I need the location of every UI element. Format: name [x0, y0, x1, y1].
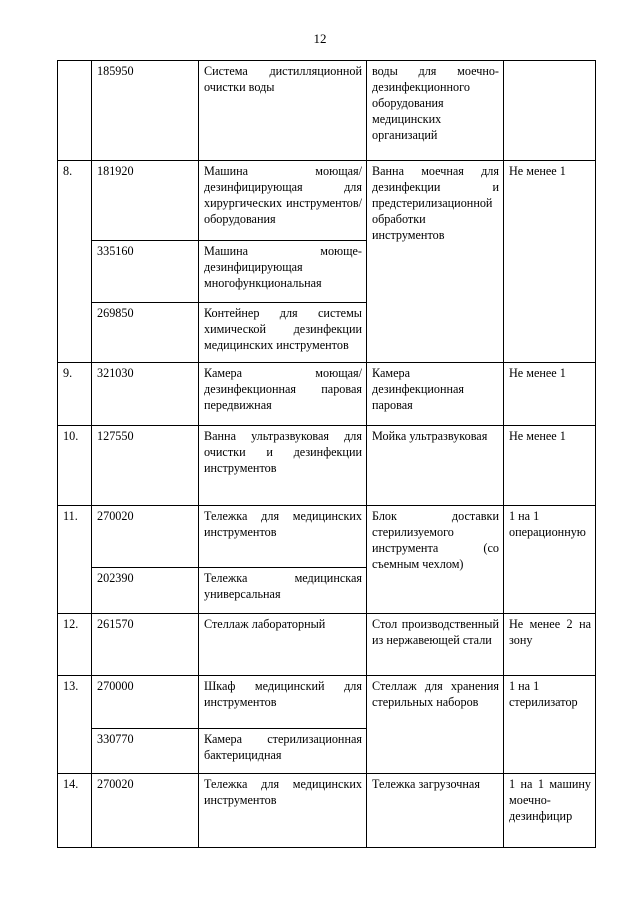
row-number: 12. — [58, 614, 92, 676]
table-row — [58, 161, 596, 241]
equipment-table — [57, 60, 596, 848]
row-number: 8. — [58, 161, 92, 363]
row-number — [58, 61, 92, 161]
code-cell: 270020 — [92, 774, 199, 848]
table-row — [58, 363, 596, 426]
group-cell: Камера дезинфекционная паровая — [367, 363, 504, 426]
row-number: 14. — [58, 774, 92, 848]
name-cell: Машина моющая/дезинфицирующая для хирургических инструментов/оборудования — [199, 161, 367, 241]
qty-cell: 1 на 1 стерилизатор — [504, 676, 596, 774]
name-cell: Система дистилляционной очистки воды — [199, 61, 367, 161]
row-number: 13. — [58, 676, 92, 774]
name-cell: Тележка для медицинских инструментов — [199, 774, 367, 848]
table-row — [58, 614, 596, 676]
code-cell: 270020 — [92, 506, 199, 568]
name-cell: Шкаф медицинский для инструментов — [199, 676, 367, 729]
code-cell: 330770 — [92, 729, 199, 774]
code-cell: 270000 — [92, 676, 199, 729]
page-number: 12 — [313, 31, 327, 46]
group-cell: Стеллаж для хранения стерильных наборов — [367, 676, 504, 774]
name-cell: Камера стерилизационная бактерицидная — [199, 729, 367, 774]
name-cell: Тележка медицинская универсальная — [199, 568, 367, 614]
qty-cell: 1 на 1 операционную — [504, 506, 596, 614]
code-cell: 181920 — [92, 161, 199, 241]
table-row — [58, 676, 596, 729]
qty-cell — [504, 61, 596, 161]
code-cell: 269850 — [92, 303, 199, 363]
table-row — [58, 426, 596, 506]
code-cell: 335160 — [92, 241, 199, 303]
row-number: 10. — [58, 426, 92, 506]
qty-cell: Не менее 1 — [504, 363, 596, 426]
table-row — [58, 506, 596, 568]
group-cell: Блок доставки стерилизуемого инструмента (со съемным чехлом) — [367, 506, 504, 614]
table-row — [58, 774, 596, 848]
code-cell: 261570 — [92, 614, 199, 676]
code-cell: 185950 — [92, 61, 199, 161]
name-cell: Контейнер для системы химической дезинфекции медицинских инструментов — [199, 303, 367, 363]
code-cell: 202390 — [92, 568, 199, 614]
group-cell: Мойка ультразвуковая — [367, 426, 504, 506]
name-cell: Машина моюще-дезинфицирующая многофункциональная — [199, 241, 367, 303]
group-cell: Ванна моечная для дезинфекции и предстерилизационной обработки инструментов — [367, 161, 504, 363]
name-cell: Ванна ультразвуковая для очистки и дезинфекции инструментов — [199, 426, 367, 506]
row-number: 9. — [58, 363, 92, 426]
table-row — [58, 61, 596, 161]
qty-cell: Не менее 2 на зону — [504, 614, 596, 676]
group-cell: воды для моечно-дезинфекционного оборудования медицинских организаций — [367, 61, 504, 161]
row-number: 11. — [58, 506, 92, 614]
qty-cell: Не менее 1 — [504, 426, 596, 506]
name-cell: Стеллаж лабораторный — [199, 614, 367, 676]
code-cell: 321030 — [92, 363, 199, 426]
qty-cell: Не менее 1 — [504, 161, 596, 363]
name-cell: Камера моющая/дезинфекционная паровая передвижная — [199, 363, 367, 426]
code-cell: 127550 — [92, 426, 199, 506]
group-cell: Стол производственный из нержавеющей стали — [367, 614, 504, 676]
name-cell: Тележка для медицинских инструментов — [199, 506, 367, 568]
qty-cell: 1 на 1 машину моечно-дезинфицир — [504, 774, 596, 848]
group-cell: Тележка загрузочная — [367, 774, 504, 848]
